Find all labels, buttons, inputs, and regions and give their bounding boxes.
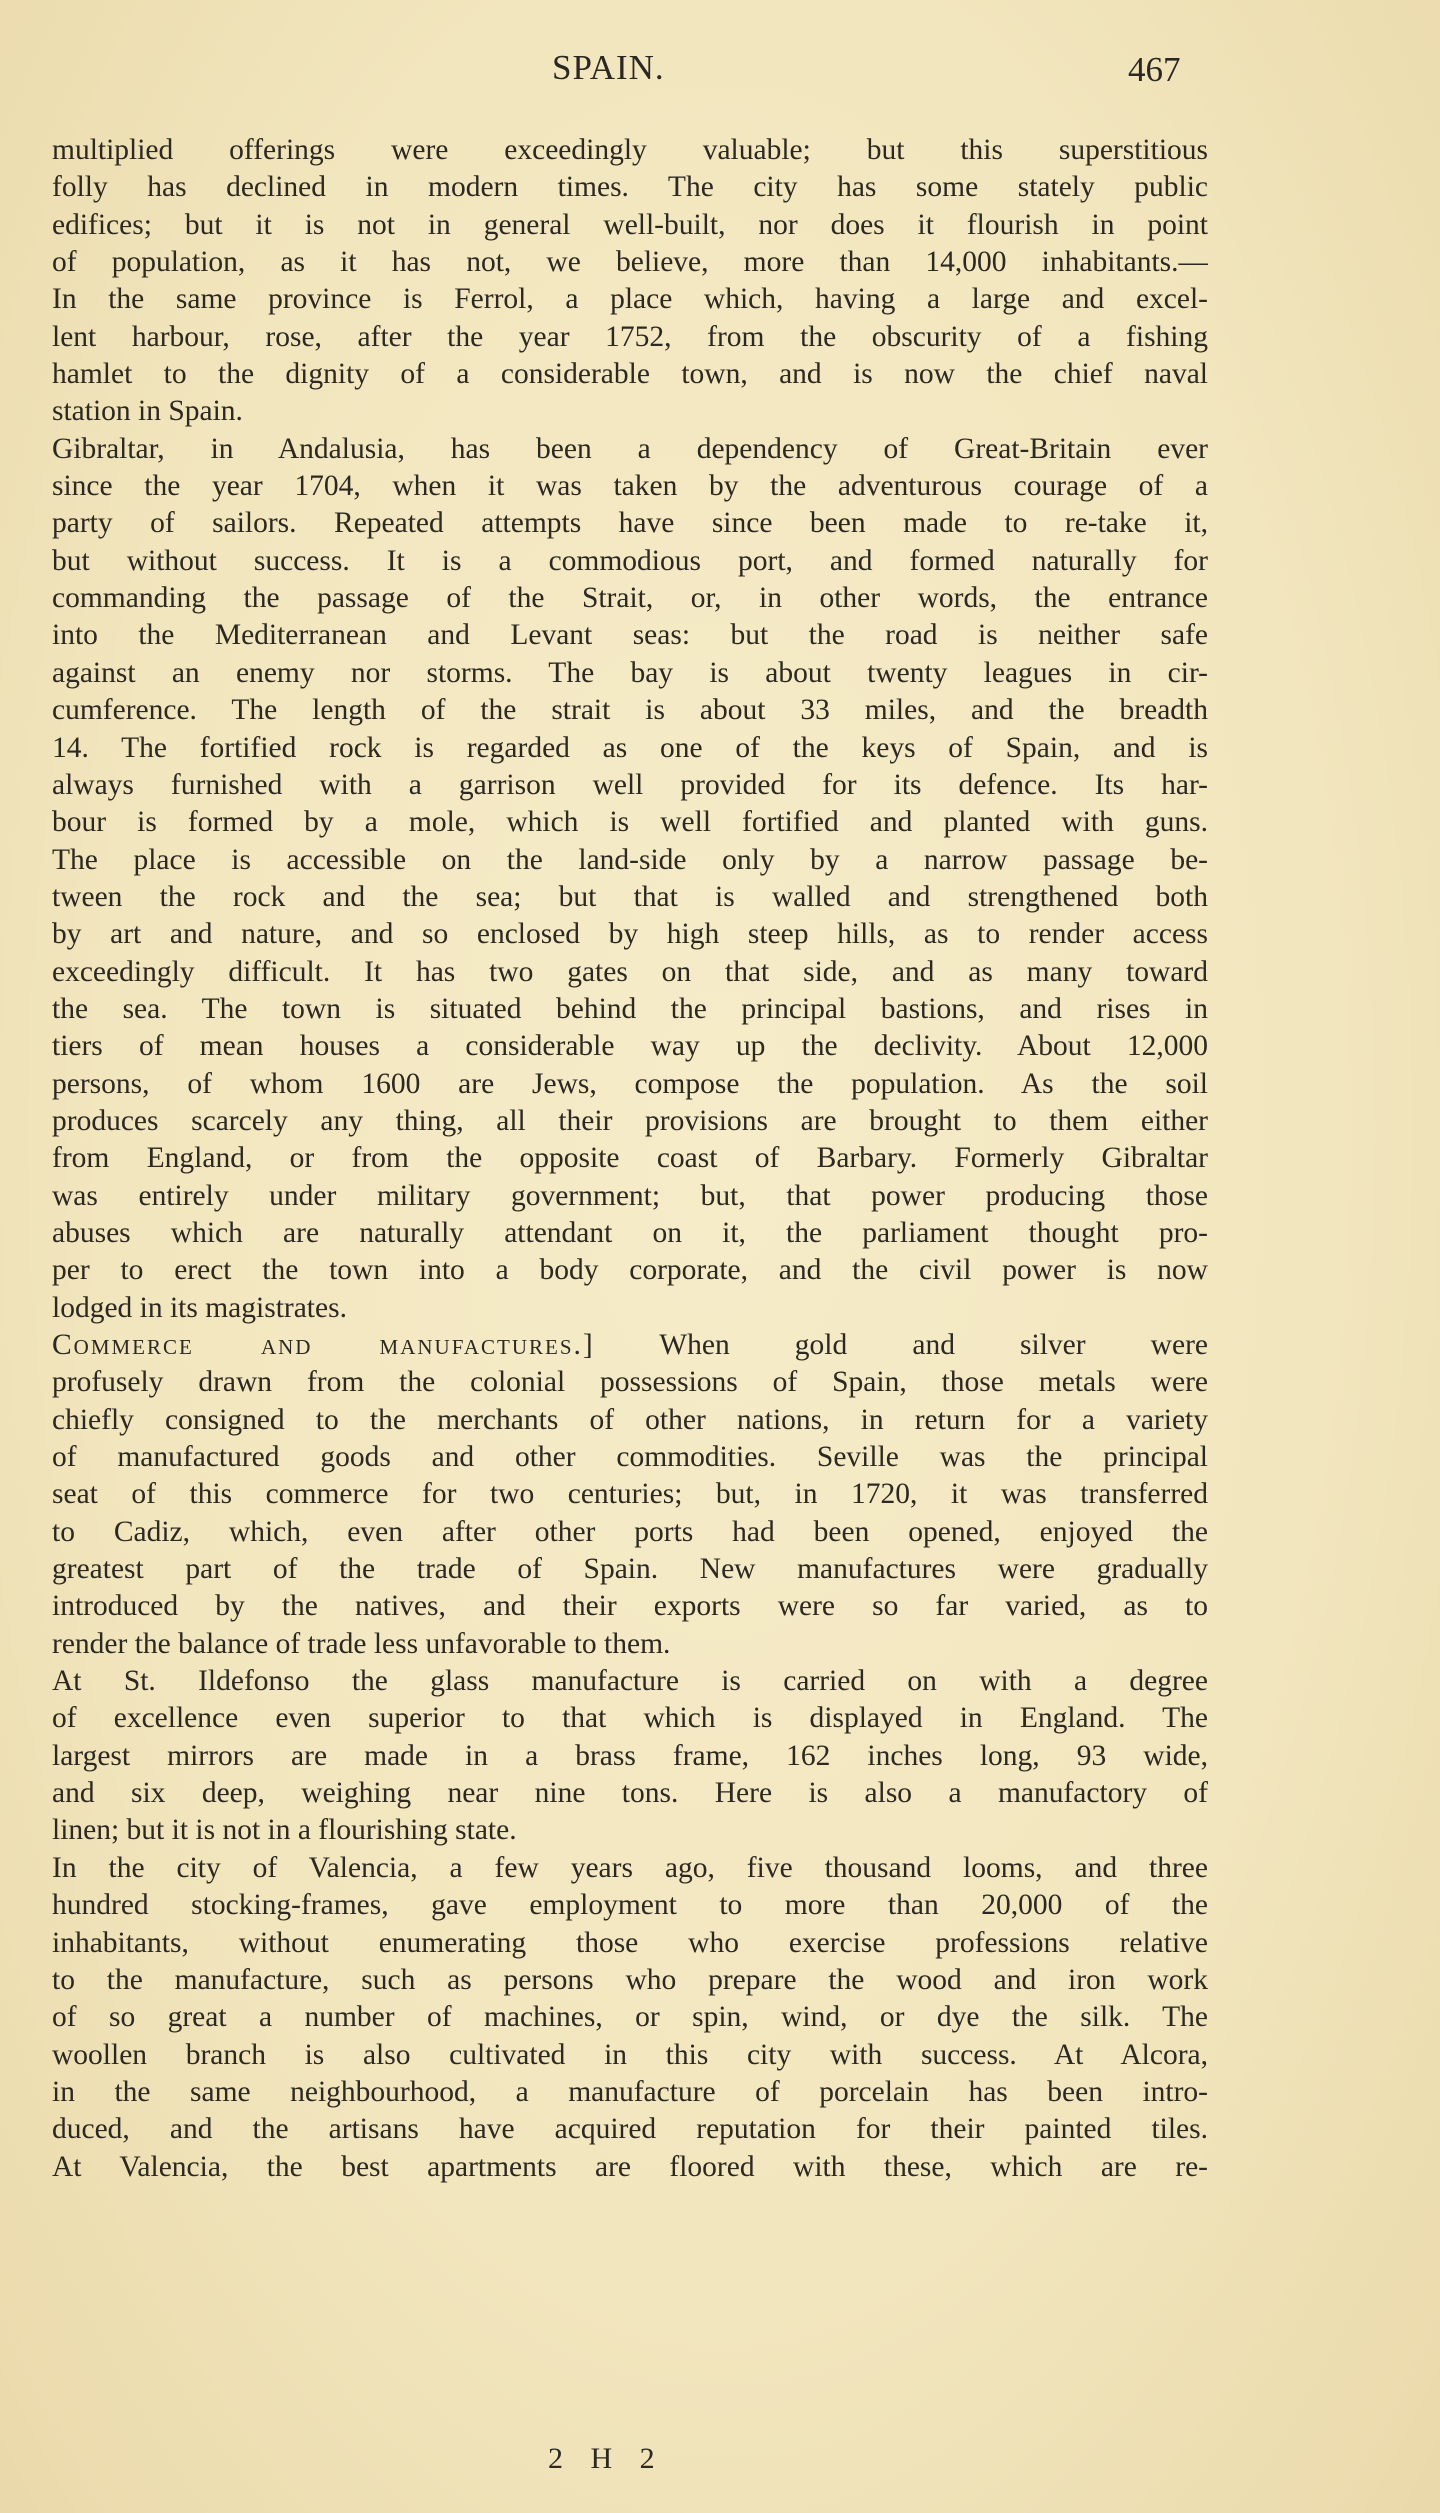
text-line: introduced by the natives, and their exports were so far varied, as to — [52, 1590, 1208, 1623]
text-line: of population, as it has not, we believe, more than 14,000 inhabitants.— — [52, 246, 1208, 279]
text-line: to Cadiz, which, even after other ports had been opened, enjoyed the — [52, 1515, 1208, 1548]
text-line: to the manufacture, such as persons who prepare the wood and iron work — [52, 1963, 1208, 1996]
text-line: woollen branch is also cultivated in this city with success. At Alcora, — [52, 2038, 1208, 2071]
text-line: edifices; but it is not in general well-built, nor does it flourish in point — [52, 208, 1208, 241]
text-line: render the balance of trade less unfavorable to them. — [52, 1627, 671, 1660]
text-line: into the Mediterranean and Levant seas: but the road is neither safe — [52, 619, 1208, 652]
text-line: party of sailors. Repeated attempts have since been made to re-take it, — [52, 507, 1208, 540]
signature-mark: 2 H 2 — [548, 2442, 665, 2475]
text-line: cumference. The length of the strait is about 33 miles, and the breadth — [52, 694, 1208, 727]
text-line: tiers of mean houses a considerable way up the declivity. About 12,000 — [52, 1030, 1208, 1063]
text-line: chiefly consigned to the merchants of other nations, in return for a variety — [52, 1403, 1208, 1436]
text-line: lent harbour, rose, after the year 1752, from the obscurity of a fishing — [52, 320, 1208, 353]
text-line: of manufactured goods and other commodities. Seville was the principal — [52, 1441, 1208, 1474]
text-line: folly has declined in modern times. The city has some stately public — [52, 171, 1208, 204]
text-line: inhabitants, without enumerating those who exercise professions relative — [52, 1926, 1208, 1959]
text-line: hundred stocking-frames, gave employment to more than 20,000 of the — [52, 1889, 1208, 1922]
text-line: greatest part of the trade of Spain. New manufactures were gradually — [52, 1553, 1208, 1586]
text-line: was entirely under military government; but, that power producing those — [52, 1179, 1208, 1212]
text-line: multiplied offerings were exceedingly valuable; but this superstitious — [52, 134, 1208, 166]
text-line: and six deep, weighing near nine tons. Here is also a manufactory of — [52, 1777, 1208, 1810]
text-line: profusely drawn from the colonial possessions of Spain, those metals were — [52, 1366, 1208, 1399]
text-line: tween the rock and the sea; but that is walled and strengthened both — [52, 880, 1208, 913]
text-line: lodged in its magistrates. — [52, 1291, 347, 1324]
text-line: When gold and silver were — [659, 1329, 1208, 1361]
text-line: seat of this commerce for two centuries; but, in 1720, it was transferred — [52, 1478, 1208, 1511]
text-line: hamlet to the dignity of a considerable town, and is now the chief naval — [52, 358, 1208, 391]
body-text — [52, 132, 1208, 2186]
text-line: 14. The fortified rock is regarded as one of the keys of Spain, and is — [52, 731, 1208, 764]
text-line: At Valencia, the best apartments are floored with these, which are re- — [52, 2150, 1208, 2183]
text-line: At St. Ildefonso the glass manufacture is carried on with a degree — [52, 1665, 1208, 1698]
text-line: In the city of Valencia, a few years ago, five thousand looms, and three — [52, 1851, 1208, 1884]
text-line: persons, of whom 1600 are Jews, compose the population. As the soil — [52, 1067, 1208, 1100]
text-line: commanding the passage of the Strait, or, in other words, the entrance — [52, 582, 1208, 615]
text-line: since the year 1704, when it was taken by the adventurous courage of a — [52, 470, 1208, 503]
text-line: Gibraltar, in Andalusia, has been a dependency of Great-Britain ever — [52, 432, 1208, 465]
text-line: but without success. It is a commodious port, and formed naturally for — [52, 544, 1208, 577]
section-heading-line — [52, 1327, 1208, 1364]
text-line: In the same province is Ferrol, a place which, having a large and excel- — [52, 283, 1208, 316]
text-line: The place is accessible on the land-side only by a narrow passage be- — [52, 843, 1208, 876]
text-line: by art and nature, and so enclosed by high steep hills, as to render access — [52, 918, 1208, 951]
text-line: from England, or from the opposite coast of Barbary. Formerly Gibraltar — [52, 1142, 1208, 1175]
text-line: abuses which are naturally attendant on it, the parliament thought pro- — [52, 1216, 1208, 1249]
text-line: duced, and the artisans have acquired reputation for their painted tiles. — [52, 2113, 1208, 2146]
section-heading: Commerce and manufactures.] — [52, 1329, 595, 1361]
text-line: against an enemy nor storms. The bay is about twenty leagues in cir- — [52, 656, 1208, 689]
text-line: linen; but it is not in a flourishing state. — [52, 1814, 517, 1847]
text-line: always furnished with a garrison well provided for its defence. Its har- — [52, 768, 1208, 801]
page-title: SPAIN. — [552, 48, 665, 87]
text-line: produces scarcely any thing, all their provisions are brought to them either — [52, 1104, 1208, 1137]
text-line: the sea. The town is situated behind the principal bastions, and rises in — [52, 992, 1208, 1025]
text-line: per to erect the town into a body corporate, and the civil power is now — [52, 1254, 1208, 1287]
text-line: largest mirrors are made in a brass frame, 162 inches long, 93 wide, — [52, 1739, 1208, 1772]
text-line: of so great a number of machines, or spin, wind, or dye the silk. The — [52, 2001, 1208, 2034]
page-number: 467 — [1128, 50, 1181, 89]
text-line: of excellence even superior to that which is displayed in England. The — [52, 1702, 1208, 1735]
text-line: in the same neighbourhood, a manufacture of porcelain has been intro- — [52, 2075, 1208, 2108]
text-line: bour is formed by a mole, which is well fortified and planted with guns. — [52, 806, 1208, 839]
running-head — [0, 48, 1440, 98]
text-line: exceedingly difficult. It has two gates on that side, and as many toward — [52, 955, 1208, 988]
text-line: station in Spain. — [52, 395, 243, 428]
